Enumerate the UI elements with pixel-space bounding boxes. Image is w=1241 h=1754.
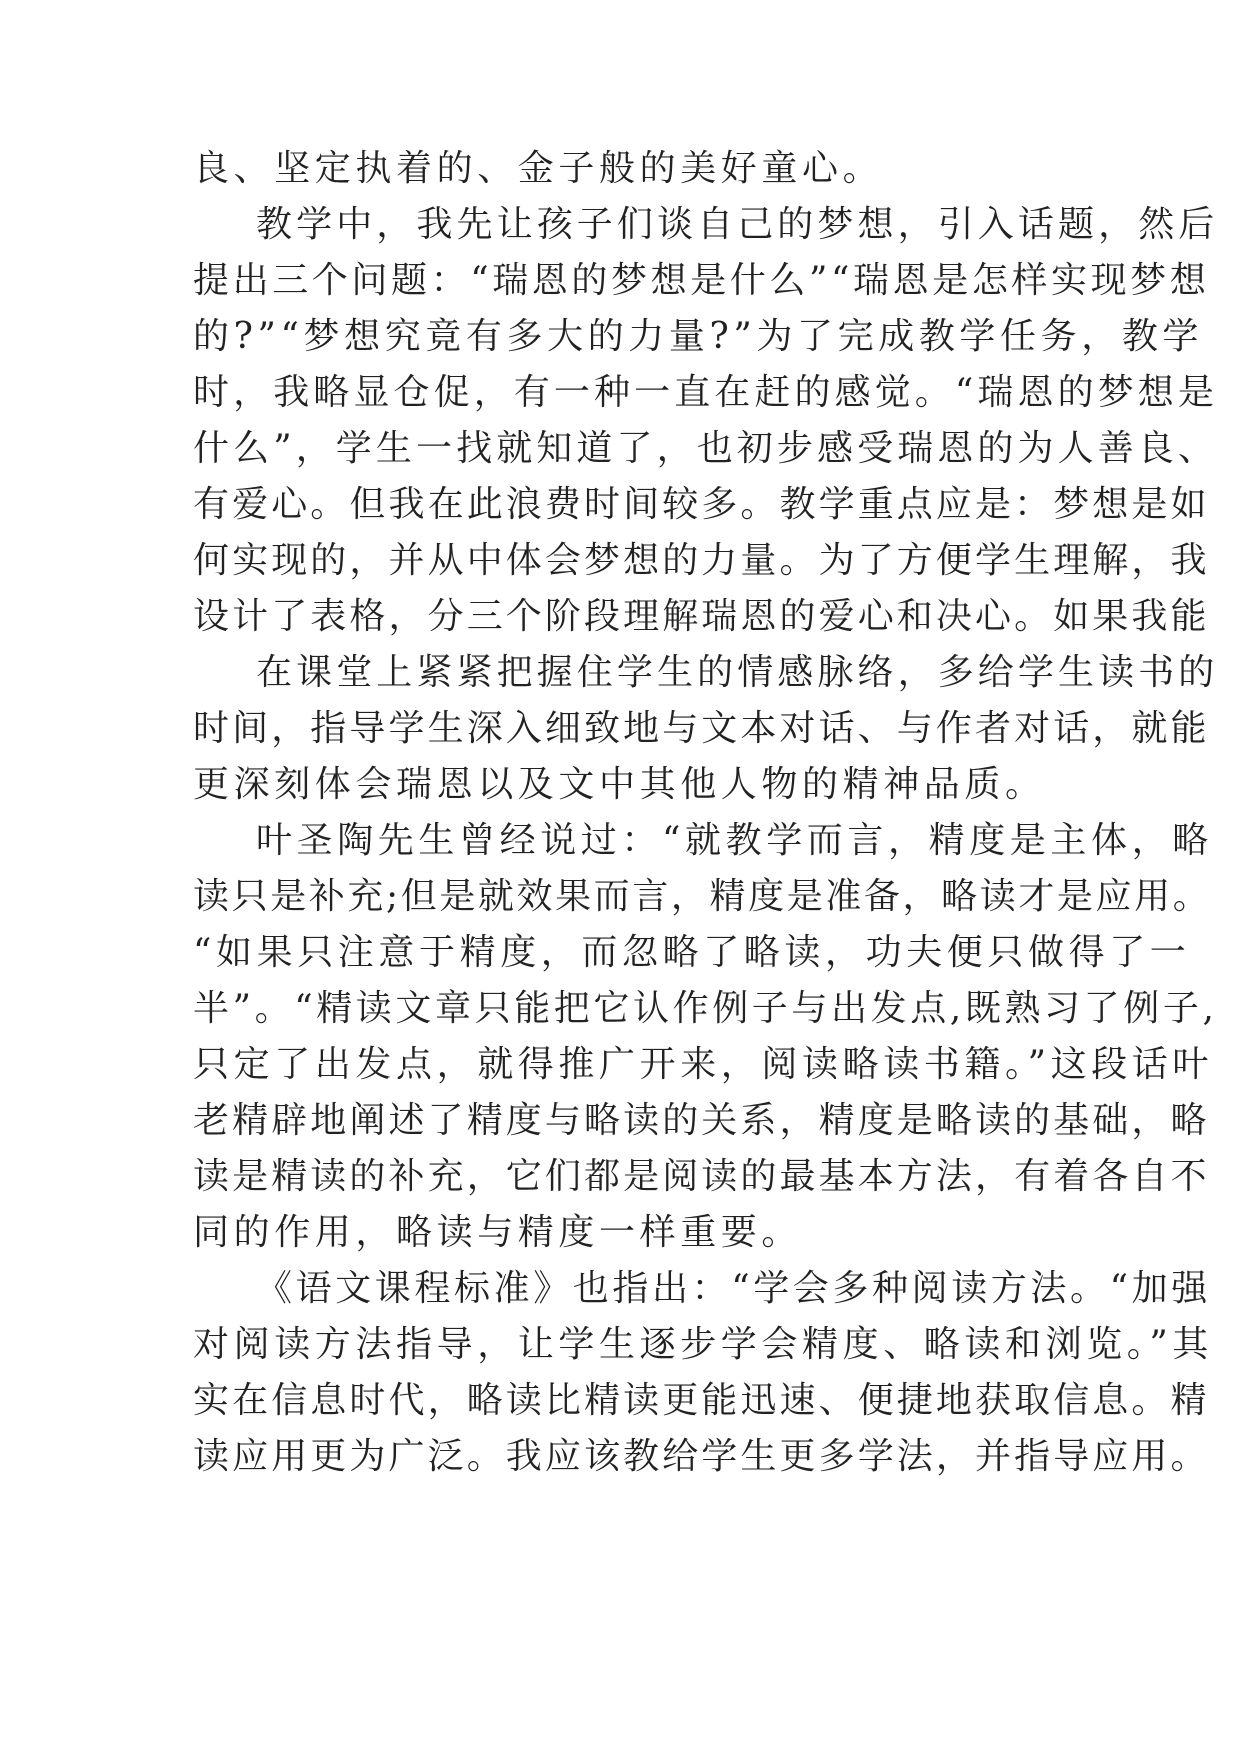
text-line: 良、坚定执着的、金子般的美好童心。 <box>193 148 884 189</box>
paragraph-first-line: 在课堂上紧紧把握住学生的情感脉络，多给学生读书的 <box>256 652 1219 693</box>
paragraph-first-line: 教学中，我先让孩子们谈自己的梦想，引入话题，然后 <box>256 204 1219 245</box>
text-line: 更深刻体会瑞恩以及文中其他人物的精神品质。 <box>193 764 1046 805</box>
text-line: 读应用更为广泛。我应该教给学生更多学法，并指导应用。 <box>193 1436 1210 1477</box>
text-line: 何实现的，并从中体会梦想的力量。为了方便学生理解，我 <box>193 540 1210 581</box>
paragraph-first-line: 叶圣陶先生曾经说过：“就教学而言，精度是主体，略 <box>256 820 1213 861</box>
text-line: 设计了表格，分三个阶段理解瑞恩的爱心和决心。如果我能 <box>193 596 1210 637</box>
text-line: 对阅读方法指导，让学生逐步学会精度、略读和浏览。”其 <box>193 1324 1214 1365</box>
text-line: 提出三个问题：“瑞恩的梦想是什么”“瑞恩是怎样实现梦想 <box>193 260 1210 301</box>
text-line: 有爱心。但我在此浪费时间较多。教学重点应是：梦想是如 <box>193 484 1210 525</box>
text-line: 只定了出发点，就得推广开来，阅读略读书籍。”这段话叶 <box>193 1044 1214 1085</box>
text-line: 读是精读的补充，它们都是阅读的最基本方法，有着各自不 <box>193 1156 1210 1197</box>
text-line: 老精辟地阐述了精度与略读的关系，精度是略读的基础，略 <box>193 1100 1210 1141</box>
paragraph-first-line: 《语文课程标准》也指出：“学会多种阅读方法。“加强 <box>256 1268 1211 1309</box>
text-line: 什么”，学生一找就知道了，也初步感受瑞恩的为人善良、 <box>193 428 1219 469</box>
text-line: 的?”“梦想究竟有多大的力量?”为了完成教学任务，教学 <box>193 316 1204 357</box>
text-line: 同的作用，略读与精度一样重要。 <box>193 1212 803 1253</box>
text-line: 实在信息时代，略读比精读更能迅速、便捷地获取信息。精 <box>193 1380 1210 1421</box>
text-line: 时间，指导学生深入细致地与文本对话、与作者对话，就能 <box>193 708 1210 749</box>
text-line: “如果只注意于精度，而忽略了略读，功夫便只做得了一 <box>193 932 1191 973</box>
text-line: 时，我略显仓促，有一种一直在赶的感觉。“瑞恩的梦想是 <box>193 372 1219 413</box>
text-line: 读只是补充;但是就效果而言，精度是准备，略读才是应用。 <box>193 876 1212 917</box>
text-line: 半”。“精读文章只能把它认作例子与出发点,既熟习了例子, <box>193 988 1218 1029</box>
